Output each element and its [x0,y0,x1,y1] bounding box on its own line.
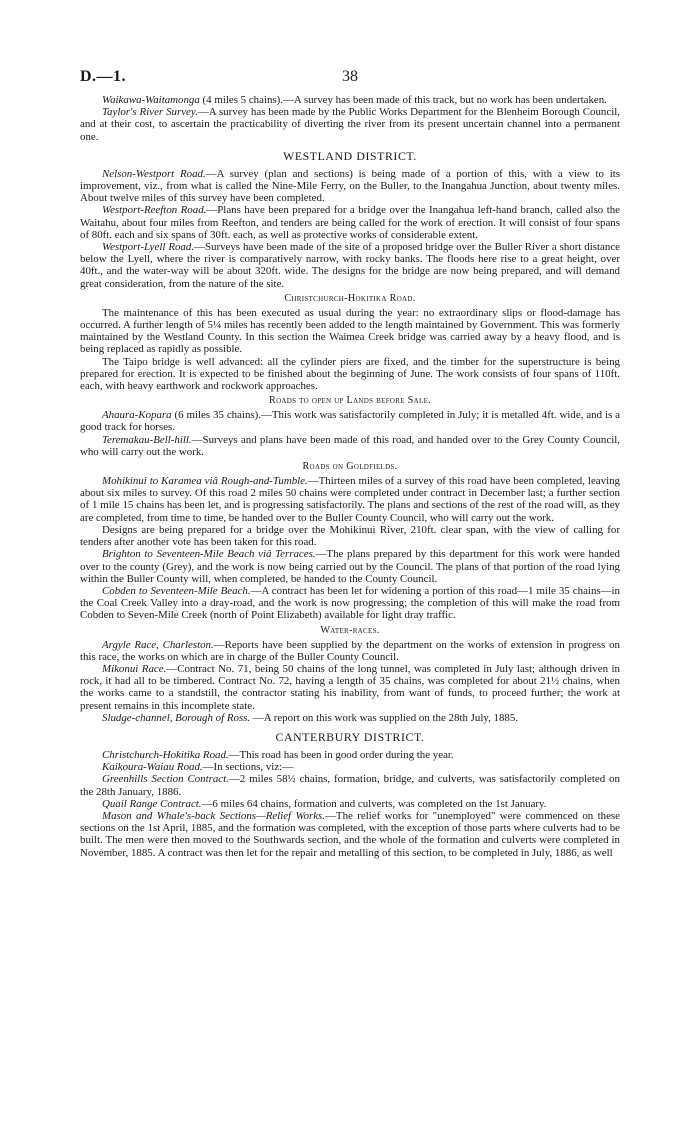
paragraph-text: The Taipo bridge is well advanced: all the cylinder piers are fixed, and the timber for the superstructure is being prepared for erection. It is expected to be finished about the beginning of June. The work consists of four spans of 110ft. each, with heavy earthwork and rockwork approaches. [80,355,620,393]
paragraph [80,749,620,761]
paragraph [80,307,620,356]
paragraph [80,204,620,241]
district-heading: CANTERBURY DISTRICT. [275,729,425,744]
paragraph [80,241,620,290]
paragraph [80,409,620,433]
document-body [80,94,620,859]
paragraph-text: (4 miles 5 chains).—A survey has been made of this track, but no work has been undertaken. [199,94,607,106]
section-subheading: Water-races. [320,624,380,636]
page-header [80,68,620,94]
paragraph-text: The maintenance of this has been executed as usual during the year: no extraordinary slips or flood-damage has occurred. A further length of 5¼ miles has recently been added to the length maintained by Government. This was formerly maintained by the Westland County. In this section the Waimea Creek bridge was carried away by a heavy flood, and is being replaced as rapidly as possible. [80,306,620,356]
paragraph [80,663,620,712]
paragraph [80,524,620,548]
paragraph-title: Quail Range Contract. [102,797,202,810]
paragraph-title: Brighton to Seventeen-Mile Beach viâ Terraces. [102,548,316,561]
paragraph-text: —Thirteen miles of a survey of this road have been completed, leaving about six miles to survey. Of this road 2 miles 50 chains were completed under contract in December last; a further section of 1 mile 15 chains has been let, and is progressing satisfactorily. The plans and sections of the rest of the road will, as they are completed, from time to time, be handed over to the Buller County Council, who will carry out the work. [80,475,620,524]
paragraph-title: Mason and Whale's-back Sections—Relief Works. [102,809,326,822]
paragraph-title: Teremakau-Bell-hill. [102,433,192,446]
paragraph [80,548,620,585]
paragraph [80,761,620,773]
paragraph [80,94,620,106]
paragraph-text: —This road has been in good order during the year. [228,748,454,761]
paragraph-text: —The plans prepared by this department for this work were handed over to the county (Grey), and the work is now being carried out by the Council. The plans of that portion of the road lying within the Buller County will, when completed, be handed to the County Council. [80,548,620,585]
paragraph-text: Designs are being prepared for a bridge over the Mohikinui River, 210ft. clear span, with the view of calling for tenders after another vote has been taken for this road. [80,523,620,549]
paragraph [80,798,620,810]
paragraph [80,712,620,724]
paragraph-text: —2 miles 58½ chains, formation, bridge, and culverts, was satisfactorily completed on the 28th January, 1886. [80,773,620,798]
paragraph [80,356,620,393]
paragraph-text: —A survey (plan and sections) is being made of a portion of this, with a view to its improvement, viz., from what is called the Nine-Mile Ferry, on the Buller, to the Inangahua Junction, about twenty miles. About twelve miles of this survey have been completed. [80,167,620,205]
page-number: 38 [342,68,358,85]
paragraph [80,475,620,524]
paragraph-title: Taylor's River Survey. [102,106,198,119]
paragraph-title: Ahaura-Kopara [102,409,172,422]
paragraph-text: —Surveys have been made of the site of a proposed bridge over the Buller River a short distance below the Lyell, where the river is comparatively narrow, with rocky banks. The floods here rise to a great height, over 40ft., and the water-way will be about 320ft. wide. The designs for the bridge are now being prepared, and will demand great consideration, from the nature of the site. [80,241,620,290]
paragraph-title: Mikonui Race. [102,662,167,675]
paragraph-text: —A survey has been made by the Public Works Department for the Blenheim Borough Council, and at their cost, to ascertain the practicability of diverting the river from its present uncertain channel into a permanent one. [80,106,620,143]
paragraph-text: —In sections, viz:— [202,761,294,774]
paragraph-text: —The relief works for "unemployed" were commenced on these sections on the 1st April, 1885, and the formation was completed, with the exception of those parts where culverts had to be built. The men were then moved to the Southwards section, and the whole of the formation and culverts were completed in November, 1885. A contract was then let for the repair and metalling of this section, to be completed in July, 1886, as well [80,809,620,859]
section-subheading: Roads to open up Lands before Sale. [268,395,431,407]
paragraph-text: —Surveys and plans have been made of this road, and handed over to the Grey County Council, who will carry out the work. [80,433,620,458]
document-page [80,68,620,859]
paragraph-title: Westport-Lyell Road. [102,241,195,254]
paragraph-title: Kaikoura-Waiau Road. [102,761,203,774]
paragraph-title: Nelson-Westport Road. [102,167,206,180]
paragraph [80,639,620,663]
section-subheading: Christchurch-Hokitika Road. [284,292,416,304]
paragraph [80,434,620,458]
paragraph [80,585,620,622]
paragraph [80,773,620,797]
paragraph-title: Waikawa-Waitamonga [102,94,200,106]
paragraph-text: —Plans have been prepared for a bridge over the Inangahua left-hand branch, called also the Waitahu, about four miles from Reefton, and tenders are being called for the work of erection. It will consist of four spans of 80ft. each and six spans of 30ft. each, as well as protective works of considerable extent. [80,204,620,241]
paragraph-text: (6 miles 35 chains).—This work was satisfactorily completed in July; it is metalled 4ft. wide, and is a good track for horses. [80,409,620,434]
paragraph-title: Greenhills Section Contract. [102,773,229,786]
paragraph-title: Christchurch-Hokitika Road. [102,748,229,761]
paragraph-text: —A report on this work was supplied on the 28th July, 1885. [250,711,519,724]
paragraph-text: —6 miles 64 chains, formation and culverts, was completed on the 1st January. [201,797,547,810]
paragraph [80,168,620,205]
paragraph-text: —Contract No. 71, being 50 chains of the long tunnel, was completed in July last; although driven in rock, it had all to be timbered. Contract No. 72, having a length of 35 chains, was completed for about 21½ chains, when the works came to a standstill, the contractor stating his inability, from want of funds, to proceed further; the work at present remains in this incomplete state. [80,662,620,712]
paragraph-title: Argyle Race, Charleston. [102,638,214,651]
paragraph-title: Cobden to Seventeen-Mile Beach. [102,584,251,597]
paragraph-title: Sludge-channel, Borough of Ross. [102,711,251,724]
district-heading: WESTLAND DISTRICT. [283,148,417,163]
section-subheading: Roads on Goldfields. [302,461,398,473]
document-reference: D.—1. [80,68,127,85]
paragraph [80,106,620,143]
paragraph-text: —A contract has been let for widening a portion of this road—1 mile 35 chains—in the Coal Creek Valley into a dray-road, and the work is now progressing; the completion of this will make the road from Cobden to Seven-Mile Creek (north of Point Elizabeth) available for light dray traffic. [80,584,620,622]
paragraph-title: Westport-Reefton Road. [102,204,207,217]
paragraph-title: Mohikinui to Karamea viâ Rough-and-Tumble. [102,475,308,488]
paragraph [80,810,620,859]
paragraph-text: —Reports have been supplied by the department on the works of extension in progress on this race, the works on which are in charge of the Buller County Council. [80,638,620,663]
